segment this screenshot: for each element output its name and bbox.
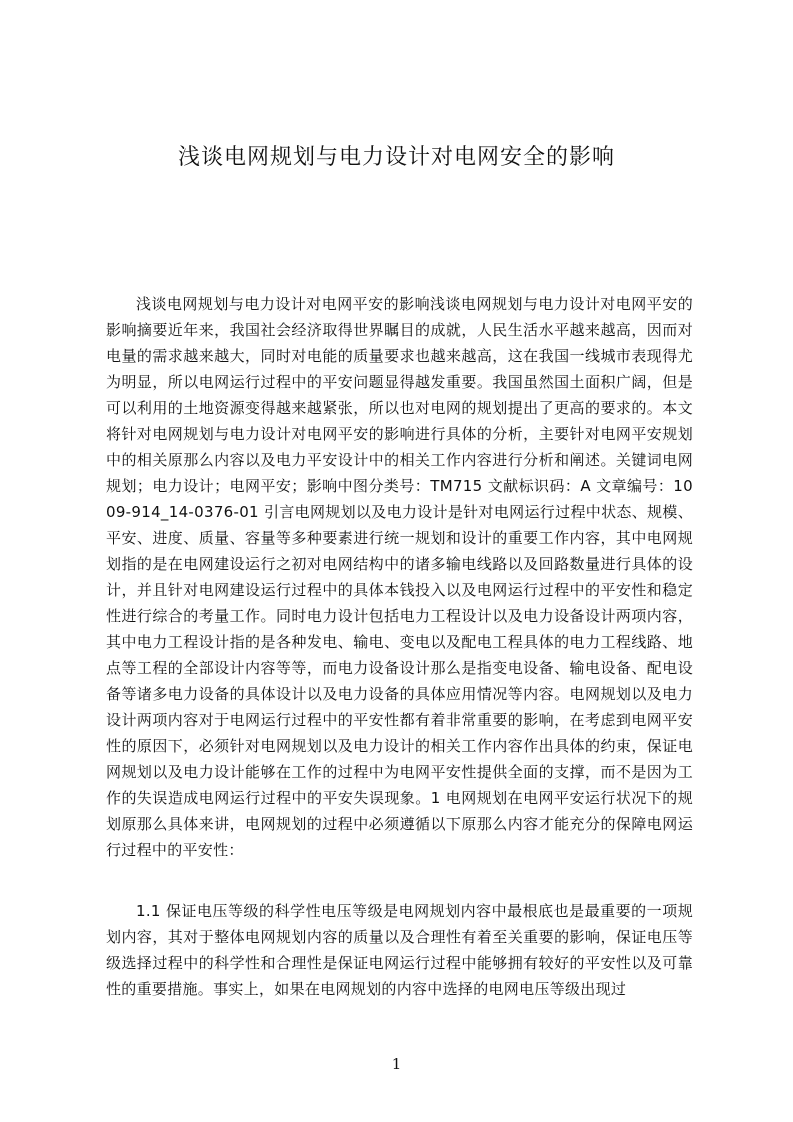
body-paragraph-abstract: 浅谈电网规划与电力设计对电网平安的影响浅谈电网规划与电力设计对电网平安的影响摘要近年来，我国社会经济取得世界瞩目的成就，人民生活水平越来越高，因而对电量的需求越来越大，同时对电能的质量要求也越来越高，这在我国一线城市表现得尤为明显，所以电网运行过程中的平安问题显得越发重要。我国虽然国土面积广阔，但是可以利用的土地资源变得越来越紧张，所以也对电网的规划提出了更高的要求的。本文将针对电网规划与电力设计对电网平安的影响进行具体的分析，主要针对电网平安规划中的相关原那么内容以及电力平安设计中的相关工作内容进行分析和阐述。关键词电网规划；电力设计；电网平安；影响中图分类号：TM715 文献标识码：A 文章编号：1009-914_14-0376-01 引言电网规划以及电力设计是针对电网运行过程中状态、规模、平安、进度、质量、容量等多种要素进行统一规划和设计的重要工作内容，其中电网规划指的是在电网建设运行之初对电网结构中的诸多输电线路以及回路数量进行具体的设计，并且针对电网建设运行过程中的具体本钱投入以及电网运行过程中的平安性和稳定性进行综合的考量工作。同时电力设计包括电力工程设计以及电力设备设计两项内容，其中电力工程设计指的是各种发电、输电、变电以及配电工程具体的电力工程线路、地点等工程的全部设计内容等等，而电力设备设计那么是指变电设备、输电设备、配电设备等诸多电力设备的具体设计以及电力设备的具体应用情况等内容。电网规划以及电力设计两项内容对于电网运行过程中的平安性都有着非常重要的影响，在考虑到电网平安性的原因下，必须针对电网规划以及电力设计的相关工作内容作出具体的约束，保证电网规划以及电力设计能够在工作的过程中为电网平安性提供全面的支撑，而不是因为工作的失误造成电网运行过程中的平安失误现象。1 电网规划在电网平安运行状况下的规划原那么具体来讲，电网规划的过程中必须遵循以下原那么内容才能充分的保障电网运行过程中的平安性：: [106, 295, 693, 859]
page-number: 1: [391, 1055, 402, 1073]
body-paragraph-section-1-1: 1.1 保证电压等级的科学性电压等级是电网规划内容中最根底也是最重要的一项规划内容，其对于整体电网规划内容的质量以及合理性有着至关重要的影响，保证电压等级选择过程中的科学性和合理性是保证电网运行过程中能够拥有较好的平安性以及可靠性的重要措施。事实上，如果在电网规划的内容中选择的电网电压等级出现过: [106, 902, 693, 998]
document-title: 浅谈电网规划与电力设计对电网安全的影响: [177, 145, 615, 170]
